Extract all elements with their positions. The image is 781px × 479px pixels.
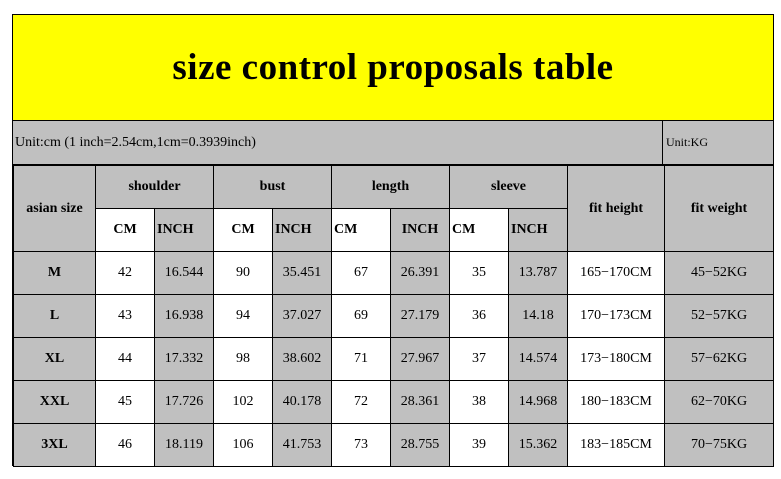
bust-cm: 94 xyxy=(214,295,273,338)
sleeve-cm: 39 xyxy=(450,424,509,467)
size-table xyxy=(13,165,774,467)
header-fit-weight: fit weight xyxy=(665,166,774,252)
length-cm: 73 xyxy=(332,424,391,467)
length-inch: 27.967 xyxy=(391,338,450,381)
sleeve-inch: 14.574 xyxy=(509,338,568,381)
header-shoulder: shoulder xyxy=(96,166,214,209)
table-row xyxy=(14,252,774,295)
length-cm: 72 xyxy=(332,381,391,424)
fit-weight: 70−75KG xyxy=(665,424,774,467)
header-row-1 xyxy=(14,166,774,209)
sleeve-cm: 35 xyxy=(450,252,509,295)
sleeve-inch: 14.968 xyxy=(509,381,568,424)
shoulder-inch: 18.119 xyxy=(155,424,214,467)
length-cm: 67 xyxy=(332,252,391,295)
sleeve-inch: 14.18 xyxy=(509,295,568,338)
shoulder-inch: 17.332 xyxy=(155,338,214,381)
subheader-sleeve-cm: CM xyxy=(450,209,509,252)
subheader-shoulder-cm: CM xyxy=(96,209,155,252)
header-asian-size: asian size xyxy=(14,166,96,252)
subheader-length-cm: CM xyxy=(332,209,391,252)
length-inch: 27.179 xyxy=(391,295,450,338)
shoulder-inch: 16.544 xyxy=(155,252,214,295)
sleeve-cm: 37 xyxy=(450,338,509,381)
subheader-bust-cm: CM xyxy=(214,209,273,252)
subheader-length-inch: INCH xyxy=(391,209,450,252)
subheader-sleeve-inch: INCH xyxy=(509,209,568,252)
length-cm: 71 xyxy=(332,338,391,381)
length-cm: 69 xyxy=(332,295,391,338)
shoulder-cm: 46 xyxy=(96,424,155,467)
sleeve-inch: 15.362 xyxy=(509,424,568,467)
size-label: M xyxy=(14,252,96,295)
length-inch: 26.391 xyxy=(391,252,450,295)
bust-inch: 41.753 xyxy=(273,424,332,467)
header-fit-height: fit height xyxy=(568,166,665,252)
header-bust: bust xyxy=(214,166,332,209)
page-title: size control proposals table xyxy=(172,47,614,88)
table-row xyxy=(14,424,774,467)
sleeve-inch: 13.787 xyxy=(509,252,568,295)
shoulder-inch: 17.726 xyxy=(155,381,214,424)
size-label: 3XL xyxy=(14,424,96,467)
sleeve-cm: 38 xyxy=(450,381,509,424)
header-sleeve: sleeve xyxy=(450,166,568,209)
fit-height: 183−185CM xyxy=(568,424,665,467)
fit-weight: 57−62KG xyxy=(665,338,774,381)
table-row xyxy=(14,381,774,424)
size-label: XXL xyxy=(14,381,96,424)
fit-weight: 52−57KG xyxy=(665,295,774,338)
fit-weight: 45−52KG xyxy=(665,252,774,295)
bust-inch: 37.027 xyxy=(273,295,332,338)
table-row xyxy=(14,295,774,338)
fit-height: 180−183CM xyxy=(568,381,665,424)
header-length: length xyxy=(332,166,450,209)
bust-inch: 38.602 xyxy=(273,338,332,381)
unit-row xyxy=(13,121,773,165)
fit-weight: 62−70KG xyxy=(665,381,774,424)
shoulder-cm: 42 xyxy=(96,252,155,295)
size-label: XL xyxy=(14,338,96,381)
subheader-shoulder-inch: INCH xyxy=(155,209,214,252)
shoulder-cm: 45 xyxy=(96,381,155,424)
bust-cm: 98 xyxy=(214,338,273,381)
subheader-bust-inch: INCH xyxy=(273,209,332,252)
table-row xyxy=(14,338,774,381)
shoulder-cm: 44 xyxy=(96,338,155,381)
size-label: L xyxy=(14,295,96,338)
length-inch: 28.361 xyxy=(391,381,450,424)
unit-cm-note: Unit:cm (1 inch=2.54cm,1cm=0.3939inch) xyxy=(13,121,663,164)
shoulder-inch: 16.938 xyxy=(155,295,214,338)
bust-cm: 90 xyxy=(214,252,273,295)
sleeve-cm: 36 xyxy=(450,295,509,338)
bust-inch: 35.451 xyxy=(273,252,332,295)
length-inch: 28.755 xyxy=(391,424,450,467)
fit-height: 165−170CM xyxy=(568,252,665,295)
shoulder-cm: 43 xyxy=(96,295,155,338)
bust-cm: 102 xyxy=(214,381,273,424)
size-chart xyxy=(12,14,774,466)
bust-inch: 40.178 xyxy=(273,381,332,424)
bust-cm: 106 xyxy=(214,424,273,467)
unit-kg-note: Unit:KG xyxy=(666,135,708,149)
fit-height: 170−173CM xyxy=(568,295,665,338)
title-banner xyxy=(13,15,773,121)
fit-height: 173−180CM xyxy=(568,338,665,381)
